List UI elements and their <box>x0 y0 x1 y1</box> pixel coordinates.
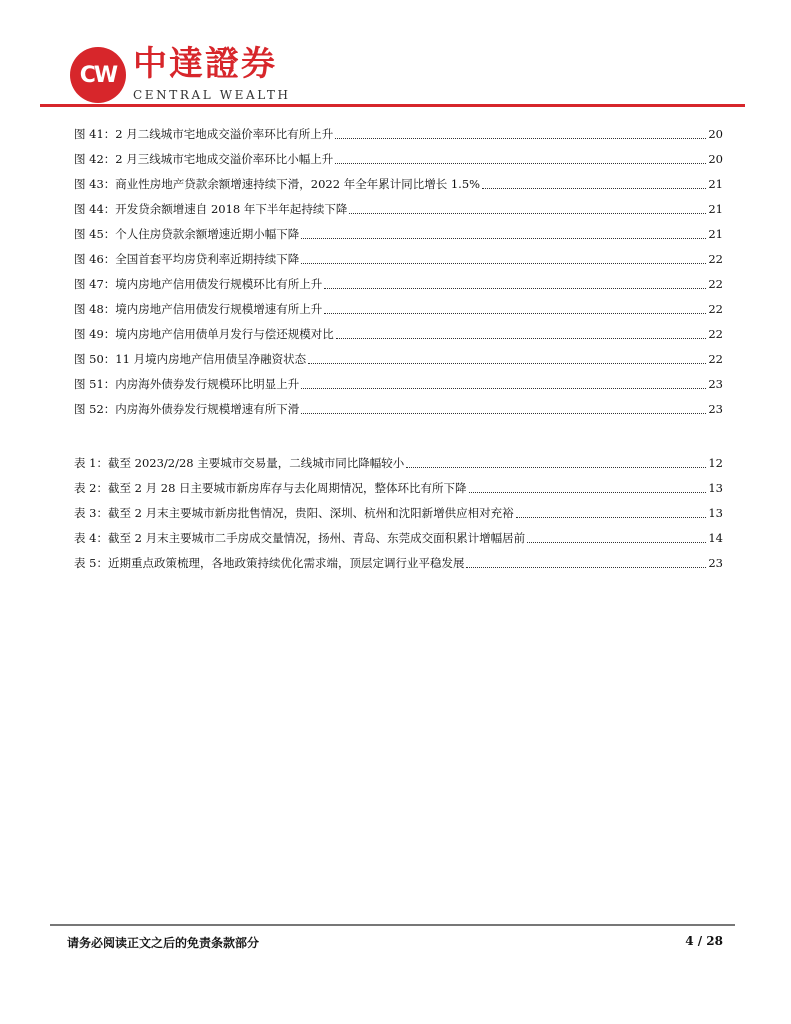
toc-entry-label: 图 48：境内房地产信用债发行规模增速有所上升 <box>74 302 323 316</box>
toc-leader-dots <box>336 338 707 339</box>
toc-entry-label: 图 44：开发贷余额增速自 2018 年下半年起持续下降 <box>74 202 348 216</box>
toc-entry[interactable] <box>74 453 723 471</box>
toc-entry-page: 23 <box>708 402 723 416</box>
toc-entry[interactable] <box>74 299 723 317</box>
toc-entry[interactable] <box>74 553 723 571</box>
toc-entry-page: 22 <box>708 352 723 366</box>
header-divider <box>40 104 745 107</box>
toc-leader-dots <box>406 467 706 468</box>
toc-entry-label: 图 51：内房海外债券发行规模环比明显上升 <box>74 377 300 391</box>
toc-entry-page: 22 <box>708 277 723 291</box>
toc-entry[interactable] <box>74 199 723 217</box>
toc-leader-dots <box>324 288 706 289</box>
toc-leader-dots <box>527 542 706 543</box>
toc-entry[interactable] <box>74 478 723 496</box>
toc-entry[interactable] <box>74 349 723 367</box>
toc-leader-dots <box>301 238 706 239</box>
toc-leader-dots <box>516 517 707 518</box>
toc-entry[interactable] <box>74 324 723 342</box>
toc-entry-page: 12 <box>708 456 723 470</box>
toc-entry-page: 13 <box>708 481 723 495</box>
toc-entry[interactable] <box>74 149 723 167</box>
company-logo <box>70 47 126 103</box>
brand-name-english: CENTRAL WEALTH <box>133 88 291 102</box>
toc-leader-dots <box>466 567 706 568</box>
toc-entry-label: 表 2：截至 2 月 28 日主要城市新房库存与去化周期情况，整体环比有所下降 <box>74 481 467 495</box>
page-header <box>0 0 791 110</box>
toc-entry[interactable] <box>74 399 723 417</box>
toc-leader-dots <box>308 363 706 364</box>
toc-entry-label: 表 3：截至 2 月末主要城市新房批售情况，贵阳、深圳、杭州和沈阳新增供应相对充裕 <box>74 506 514 520</box>
toc-entry-label: 表 1：截至 2023/2/28 主要城市交易量，二线城市同比降幅较小 <box>74 456 405 470</box>
toc-entry-label: 表 4：截至 2 月末主要城市二手房成交量情况，扬州、青岛、东莞成交面积累计增幅居前 <box>74 531 526 545</box>
toc-entry[interactable] <box>74 374 723 392</box>
toc-entry-page: 21 <box>708 202 723 216</box>
toc-entry-label: 图 43：商业性房地产贷款余额增速持续下滑，2022 年全年累计同比增长 1.5% <box>74 177 481 191</box>
toc-leader-dots <box>349 213 706 214</box>
toc-entry-label: 图 42：2 月三线城市宅地成交溢价率环比小幅上升 <box>74 152 334 166</box>
toc-entry[interactable] <box>74 503 723 521</box>
toc-entry-label: 图 47：境内房地产信用债发行规模环比有所上升 <box>74 277 323 291</box>
brand-name-chinese: 中達證券 <box>133 44 277 84</box>
toc-entry[interactable] <box>74 124 723 142</box>
toc-entry-page: 22 <box>708 327 723 341</box>
toc-leader-dots <box>324 313 706 314</box>
toc-leader-dots <box>335 163 706 164</box>
toc-entry-label: 图 50：11 月境内房地产信用债呈净融资状态 <box>74 352 307 366</box>
toc-entry-label: 图 52：内房海外债券发行规模增速有所下滑 <box>74 402 300 416</box>
footer-divider <box>50 924 735 926</box>
toc-entry-label: 图 46：全国首套平均房贷利率近期持续下降 <box>74 252 300 266</box>
toc-entry-page: 22 <box>708 302 723 316</box>
toc-leader-dots <box>301 388 706 389</box>
toc-leader-dots <box>301 263 706 264</box>
toc-entry-page: 23 <box>708 377 723 391</box>
toc-leader-dots <box>335 138 706 139</box>
toc-entry[interactable] <box>74 274 723 292</box>
toc-leader-dots <box>482 188 706 189</box>
toc-entry[interactable] <box>74 174 723 192</box>
toc-entry[interactable] <box>74 249 723 267</box>
toc-entry-page: 14 <box>708 531 723 545</box>
toc-entry-page: 22 <box>708 252 723 266</box>
toc-entry-label: 表 5：近期重点政策梳理，各地政策持续优化需求端，顶层定调行业平稳发展 <box>74 556 465 570</box>
logo-text: CW <box>79 62 117 88</box>
toc-entry[interactable] <box>74 224 723 242</box>
toc-entry-page: 21 <box>708 177 723 191</box>
toc-entry-label: 图 45：个人住房贷款余额增速近期小幅下降 <box>74 227 300 241</box>
toc-entry-page: 23 <box>708 556 723 570</box>
toc-leader-dots <box>301 413 706 414</box>
toc-entry-page: 21 <box>708 227 723 241</box>
toc-entry-label: 图 49：境内房地产信用债单月发行与偿还规模对比 <box>74 327 334 341</box>
toc-entry-label: 图 41：2 月二线城市宅地成交溢价率环比有所上升 <box>74 127 334 141</box>
page-number: 4 / 28 <box>685 934 723 948</box>
toc-entry-page: 20 <box>708 152 723 166</box>
toc-entry-page: 20 <box>708 127 723 141</box>
toc-entry[interactable] <box>74 528 723 546</box>
toc-entry-page: 13 <box>708 506 723 520</box>
footer-disclaimer: 请务必阅读正文之后的免责条款部分 <box>67 936 260 950</box>
toc-leader-dots <box>469 492 707 493</box>
